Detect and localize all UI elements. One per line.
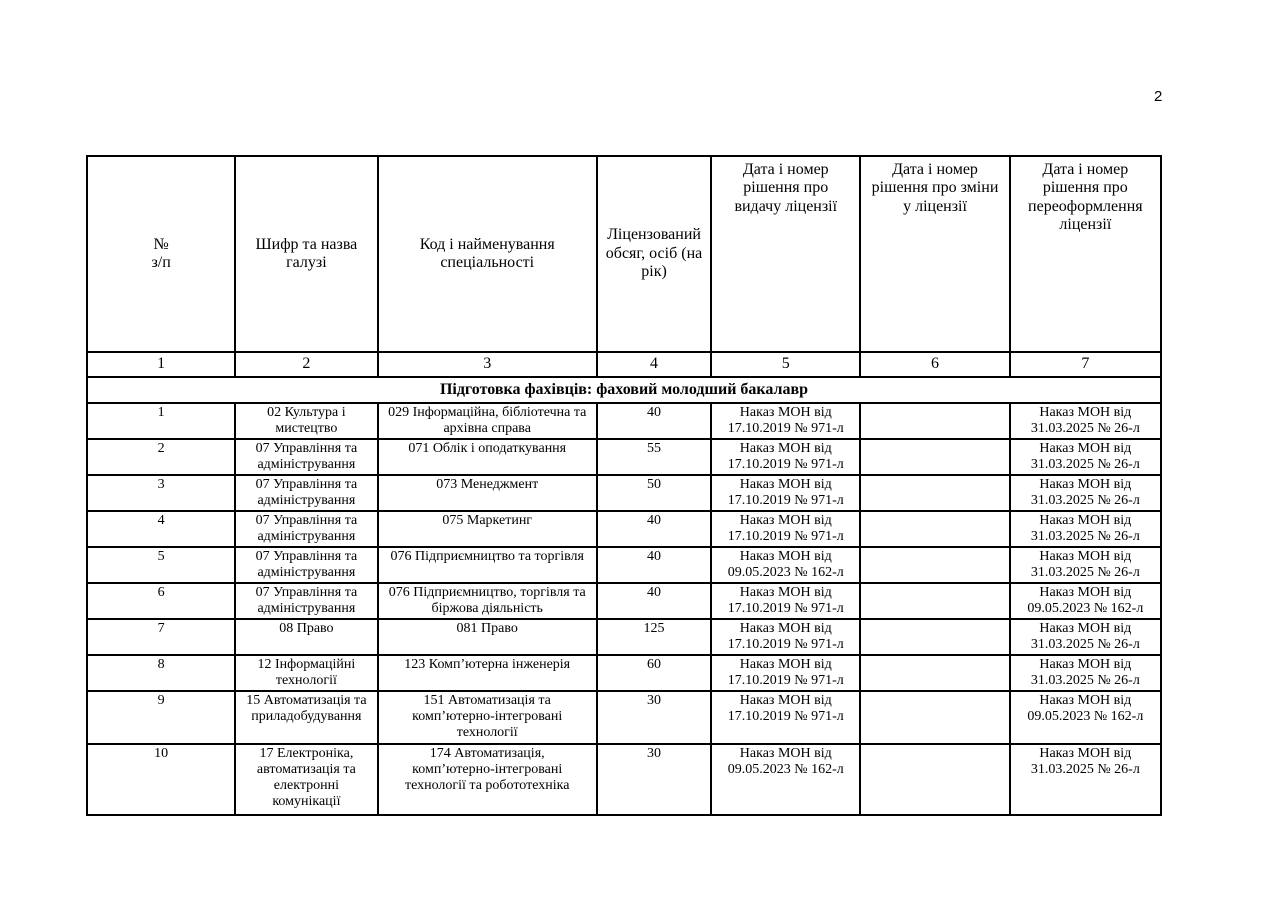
reissue-decision-cell: Наказ МОН від 31.03.2025 № 26-л — [1010, 744, 1161, 815]
specialty-cell: 081 Право — [378, 619, 597, 655]
change-decision-cell — [860, 475, 1009, 511]
column-number-row — [87, 352, 1161, 377]
row-number: 1 — [87, 403, 235, 439]
specialty-cell: 151 Автоматизація та комп’ютерно-інтегровані технології — [378, 691, 597, 744]
volume-cell: 125 — [597, 619, 711, 655]
field-cell: 08 Право — [235, 619, 377, 655]
header-volume: Ліцензований обсяг, осіб (на рік) — [597, 156, 711, 352]
reissue-decision-cell: Наказ МОН від 31.03.2025 № 26-л — [1010, 403, 1161, 439]
issue-decision-cell: Наказ МОН від 17.10.2019 № 971-л — [711, 583, 860, 619]
volume-cell: 60 — [597, 655, 711, 691]
row-number: 9 — [87, 691, 235, 744]
field-cell: 07 Управління та адміністрування — [235, 475, 377, 511]
row-number: 8 — [87, 655, 235, 691]
header-row — [87, 156, 1161, 352]
volume-cell: 55 — [597, 439, 711, 475]
issue-decision-cell: Наказ МОН від 17.10.2019 № 971-л — [711, 439, 860, 475]
change-decision-cell — [860, 744, 1009, 815]
row-number: 6 — [87, 583, 235, 619]
specialty-cell: 076 Підприємництво та торгівля — [378, 547, 597, 583]
table-row — [87, 439, 1161, 475]
volume-cell: 40 — [597, 511, 711, 547]
change-decision-cell — [860, 439, 1009, 475]
reissue-decision-cell: Наказ МОН від 31.03.2025 № 26-л — [1010, 547, 1161, 583]
specialty-cell: 174 Автоматизація, комп’ютерно-інтегровані технології та робототехніка — [378, 744, 597, 815]
volume-cell: 30 — [597, 744, 711, 815]
reissue-decision-cell: Наказ МОН від 31.03.2025 № 26-л — [1010, 619, 1161, 655]
header-issue-decision: Дата і номер рішення про видачу ліцензії — [711, 156, 860, 352]
change-decision-cell — [860, 583, 1009, 619]
field-cell: 07 Управління та адміністрування — [235, 547, 377, 583]
reissue-decision-cell: Наказ МОН від 09.05.2023 № 162-л — [1010, 583, 1161, 619]
header-field: Шифр та назва галузі — [235, 156, 377, 352]
volume-cell: 30 — [597, 691, 711, 744]
change-decision-cell — [860, 691, 1009, 744]
volume-cell: 40 — [597, 547, 711, 583]
volume-cell: 50 — [597, 475, 711, 511]
column-number: 6 — [860, 352, 1009, 377]
table-row — [87, 619, 1161, 655]
specialty-cell: 075 Маркетинг — [378, 511, 597, 547]
specialty-cell: 071 Облік і оподаткування — [378, 439, 597, 475]
field-cell: 15 Автоматизація та приладобудування — [235, 691, 377, 744]
issue-decision-cell: Наказ МОН від 09.05.2023 № 162-л — [711, 547, 860, 583]
reissue-decision-cell: Наказ МОН від 31.03.2025 № 26-л — [1010, 475, 1161, 511]
header-number: № з/п — [87, 156, 235, 352]
row-number: 10 — [87, 744, 235, 815]
specialty-cell: 029 Інформаційна, бібліотечна та архівна справа — [378, 403, 597, 439]
column-number: 2 — [235, 352, 377, 377]
row-number: 2 — [87, 439, 235, 475]
table-row — [87, 583, 1161, 619]
row-number: 4 — [87, 511, 235, 547]
issue-decision-cell: Наказ МОН від 17.10.2019 № 971-л — [711, 403, 860, 439]
specialty-cell: 073 Менеджмент — [378, 475, 597, 511]
header-reissue-decision: Дата і номер рішення про переоформлення ліцензії — [1010, 156, 1161, 352]
field-cell: 07 Управління та адміністрування — [235, 511, 377, 547]
field-cell: 02 Культура і мистецтво — [235, 403, 377, 439]
reissue-decision-cell: Наказ МОН від 31.03.2025 № 26-л — [1010, 655, 1161, 691]
row-number: 7 — [87, 619, 235, 655]
change-decision-cell — [860, 511, 1009, 547]
field-cell: 07 Управління та адміністрування — [235, 439, 377, 475]
row-number: 3 — [87, 475, 235, 511]
volume-cell: 40 — [597, 403, 711, 439]
column-number: 5 — [711, 352, 860, 377]
table-body — [87, 403, 1161, 815]
field-cell: 17 Електроніка, автоматизація та електронні комунікації — [235, 744, 377, 815]
table-row — [87, 547, 1161, 583]
reissue-decision-cell: Наказ МОН від 31.03.2025 № 26-л — [1010, 439, 1161, 475]
page-number: 2 — [1154, 88, 1163, 105]
issue-decision-cell: Наказ МОН від 17.10.2019 № 971-л — [711, 511, 860, 547]
specialty-cell: 076 Підприємництво, торгівля та біржова діяльність — [378, 583, 597, 619]
section-title: Підготовка фахівців: фаховий молодший бакалавр — [87, 377, 1161, 403]
issue-decision-cell: Наказ МОН від 17.10.2019 № 971-л — [711, 475, 860, 511]
change-decision-cell — [860, 619, 1009, 655]
reissue-decision-cell: Наказ МОН від 09.05.2023 № 162-л — [1010, 691, 1161, 744]
column-number: 3 — [378, 352, 597, 377]
specialty-cell: 123 Комп’ютерна інженерія — [378, 655, 597, 691]
table-row — [87, 511, 1161, 547]
change-decision-cell — [860, 655, 1009, 691]
table-row — [87, 403, 1161, 439]
volume-cell: 40 — [597, 583, 711, 619]
field-cell: 12 Інформаційні технології — [235, 655, 377, 691]
table-row — [87, 655, 1161, 691]
issue-decision-cell: Наказ МОН від 17.10.2019 № 971-л — [711, 655, 860, 691]
header-change-decision: Дата і номер рішення про зміни у ліцензії — [860, 156, 1009, 352]
section-row — [87, 377, 1161, 403]
column-number: 1 — [87, 352, 235, 377]
reissue-decision-cell: Наказ МОН від 31.03.2025 № 26-л — [1010, 511, 1161, 547]
header-specialty: Код і найменування спеціальності — [378, 156, 597, 352]
row-number: 5 — [87, 547, 235, 583]
table-row — [87, 691, 1161, 744]
issue-decision-cell: Наказ МОН від 17.10.2019 № 971-л — [711, 619, 860, 655]
column-number: 4 — [597, 352, 711, 377]
table-row — [87, 744, 1161, 815]
license-table — [86, 155, 1162, 816]
issue-decision-cell: Наказ МОН від 17.10.2019 № 971-л — [711, 691, 860, 744]
table-row — [87, 475, 1161, 511]
change-decision-cell — [860, 547, 1009, 583]
column-number: 7 — [1010, 352, 1161, 377]
change-decision-cell — [860, 403, 1009, 439]
issue-decision-cell: Наказ МОН від 09.05.2023 № 162-л — [711, 744, 860, 815]
field-cell: 07 Управління та адміністрування — [235, 583, 377, 619]
